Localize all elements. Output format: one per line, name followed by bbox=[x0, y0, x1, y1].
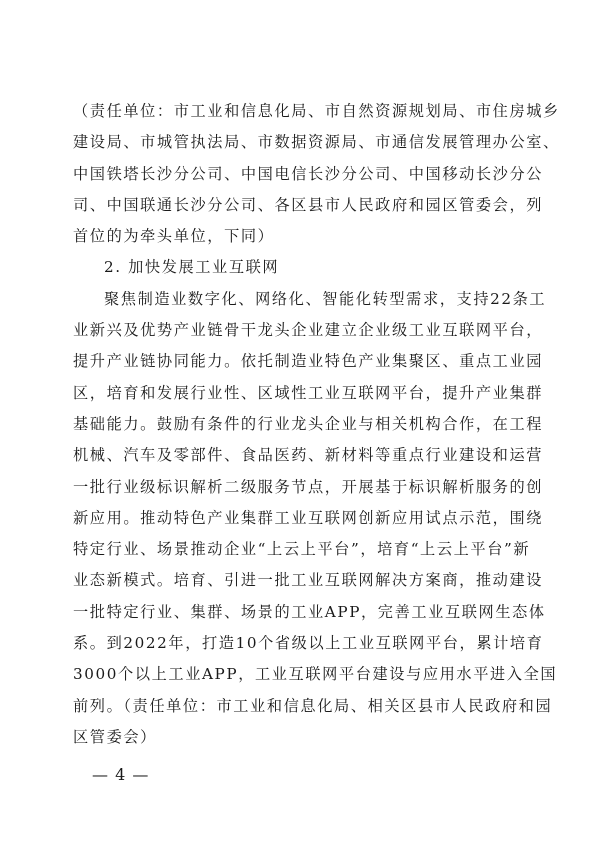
document-body bbox=[73, 96, 560, 753]
text-line: 首位的为牵头单位，下同） bbox=[73, 227, 275, 246]
text-line: （责任单位：市工业和信息化局、市自然资源规划局、市住房城乡 bbox=[73, 102, 560, 120]
section-heading: 2. 加快发展工业互联网 bbox=[104, 258, 280, 277]
paragraph-line: 3000个以上工业APP，工业互联网平台建设与应用水平进入全国 bbox=[73, 665, 558, 684]
text-line: 中国铁塔长沙分公司、中国电信长沙分公司、中国移动长沙分公 bbox=[73, 164, 544, 183]
paragraph-line: 系。到2022年，打造10个省级以上工业互联网平台，累计培育 bbox=[73, 634, 544, 653]
paragraph-line: 一批行业级标识解析二级服务节点，开展基于标识解析服务的创 bbox=[73, 477, 544, 496]
paragraph-line: 区，培育和发展行业性、区域性工业互联网平台，提升产业集群 bbox=[73, 383, 544, 402]
paragraph-line: 机械、汽车及零部件、食品医药、新材料等重点行业建设和运营 bbox=[73, 446, 544, 465]
paragraph-line: 业态新模式。培育、引进一批工业互联网解决方案商，推动建设 bbox=[73, 571, 544, 590]
text-line: 司、中国联通长沙分公司、各区县市人民政府和园区管委会，列 bbox=[73, 195, 544, 214]
paragraph-line: 特定行业、场景推动企业“上云上平台”，培育“上云上平台”新 bbox=[73, 540, 531, 559]
paragraph-line: 聚焦制造业数字化、网络化、智能化转型需求，支持22条工 bbox=[104, 289, 547, 308]
paragraph-line: 基础能力。鼓励有条件的行业龙头企业与相关机构合作，在工程 bbox=[73, 414, 544, 433]
page-number: — 4 — bbox=[92, 765, 150, 784]
paragraph-line: 一批特定行业、集群、场景的工业APP，完善工业互联网生态体 bbox=[73, 602, 546, 621]
text-line: 建设局、市城管执法局、市数据资源局、市通信发展管理办公室、 bbox=[73, 133, 560, 152]
paragraph-line: 提升产业链协同能力。依托制造业特色产业集聚区、重点工业园 bbox=[73, 352, 544, 371]
paragraph-line: 区管委会） bbox=[73, 727, 157, 746]
paragraph-line: 新应用。推动特色产业集群工业互联网创新应用试点示范，围绕 bbox=[73, 508, 544, 527]
paragraph-line: 前列。（责任单位：市工业和信息化局、相关区县市人民政府和园 bbox=[73, 696, 553, 715]
paragraph-line: 业新兴及优势产业链骨干龙头企业建立企业级工业互联网平台， bbox=[73, 321, 544, 340]
